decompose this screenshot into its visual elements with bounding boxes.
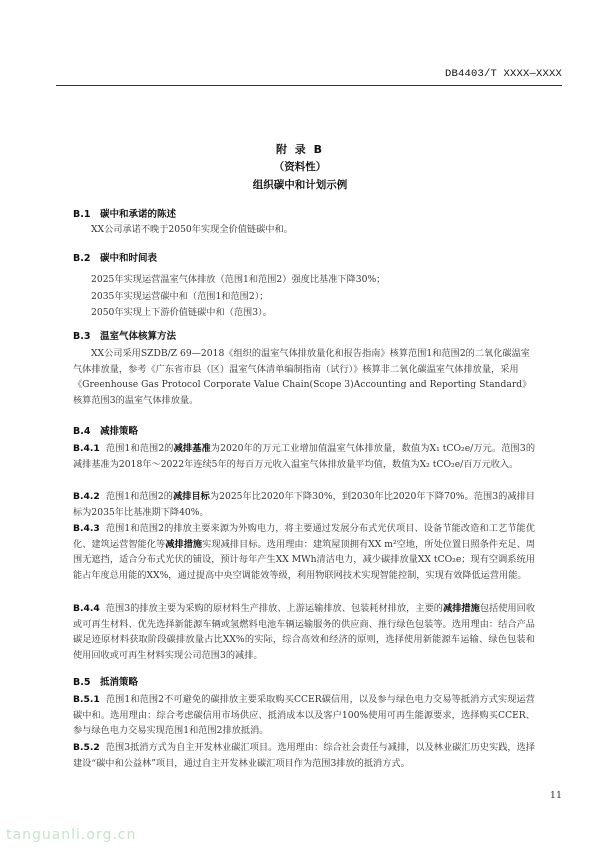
site-watermark: tanguanli.org.cn <box>6 827 137 843</box>
clause-text: 范围3抵消方式为自主开发林业碳汇项目。选用理由：综合社会责任与减排，以及林业碳汇历史实践，选择建设“碳中和公益林”项目，通过自主开发林业碳汇项目作为范围3排放的抵消方式。 <box>73 742 535 769</box>
clause-emphasis: 减排基准 <box>173 443 211 454</box>
clause-number: B.4.3 <box>73 523 100 534</box>
clause-b41 <box>73 441 535 472</box>
section-number: B.4 <box>73 426 91 437</box>
clause-b52 <box>73 740 535 771</box>
section-title: 抵消策略 <box>100 677 139 688</box>
section-heading-b2 <box>73 250 157 264</box>
clause-text: 为2020年的万元工业增加值温室气体排放量，数值为X₁ tCO₂e/万元。范围3的减排基准为2018年～2022年连续5年的每百万元收入温室气体排放量平均值，数值为X₂ tCO₂e/百万元收入。 <box>73 443 536 470</box>
clause-b51 <box>73 692 535 739</box>
clause-text: 为2025年比2020年下降30%，到2030年比2020年下降70%。范围3的减排目标为2035年比基准期下降40%。 <box>73 491 535 518</box>
section-number: B.1 <box>73 209 91 220</box>
section-number: B.3 <box>73 331 91 342</box>
clause-b43 <box>73 521 535 583</box>
section-heading-b5 <box>73 674 138 688</box>
section-heading-b3 <box>73 328 176 342</box>
clause-emphasis: 减排措施 <box>442 603 480 614</box>
clause-number: B.4.1 <box>73 443 100 454</box>
section-title: 碳中和时间表 <box>100 253 158 264</box>
clause-number: B.4.2 <box>73 491 100 502</box>
clause-text: 范围3的排放主要为采购的原材料生产排放、上游运输排放、包装耗材排放，主要的 <box>105 603 443 614</box>
appendix-name: 组织碳中和计划示例 <box>252 179 348 191</box>
paragraph-commitment: XX公司承诺不晚于2050年实现全价值链碳中和。 <box>91 224 293 235</box>
section-title: 碳中和承诺的陈述 <box>100 209 177 220</box>
clause-number: B.5.1 <box>73 694 100 705</box>
clause-b44 <box>73 601 535 663</box>
clause-text: 包括使用回收或可再生材料、优先选择新能源车辆或氢燃料电池车辆运输服务的供应商、推行绿色包装等。选用理由：结合产品碳足迹原材料获取阶段碳排放量占比XX%的实际，综合高效和经济的原则，选择使用新能源车运输、绿色包装和使用回收或可再生材料实现公司范围3的减排。 <box>73 603 536 661</box>
clause-b42 <box>73 489 535 520</box>
section-number: B.2 <box>73 253 91 264</box>
clause-text: 范围1和范围2不可避免的碳排放主要采取购买CCER碳信用，以及参与绿色电力交易等抵消方式实现运营碳中和。选用理由：综合考虑碳信用市场供应、抵消成本以及客户100%使用可再生能源要求，选择购买CCER、参与绿色电力交易实现范围1和范围2排放抵消。 <box>73 694 535 736</box>
clause-text: 范围1和范围2的 <box>105 491 173 502</box>
clause-text: 范围1和范围2的排放主要来源为外购电力，将主要通过发展分布式光伏项目、设备节能改造和工艺节能优化、建筑运营智能化等 <box>73 523 535 550</box>
clause-emphasis: 减排目标 <box>172 491 210 502</box>
header-rule <box>56 85 562 86</box>
clause-number: B.5.2 <box>73 742 100 753</box>
timeline-item: 2025年实现运营温室气体排放（范围1和范围2）强度比基准下降30%； <box>91 274 386 285</box>
document-code: DB4403/T XXXX—XXXX <box>444 68 562 80</box>
section-title: 减排策略 <box>100 426 139 437</box>
page-number: 11 <box>549 790 562 801</box>
timeline-item: 2035年实现运营碳中和（范围1和范围2）； <box>91 291 269 302</box>
section-heading-b1 <box>73 206 176 220</box>
timeline-item: 2050年实现上下游价值链碳中和（范围3）。 <box>91 307 272 318</box>
clause-emphasis: 减排措施 <box>165 538 203 550</box>
clause-number: B.4.4 <box>73 603 100 614</box>
section-heading-b4 <box>73 423 138 437</box>
section-title: 温室气体核算方法 <box>100 331 177 342</box>
section-number: B.5 <box>73 677 91 688</box>
clause-text: 实现减排目标。选用理由：建筑屋顶拥有XX m²空地，所处位置日照条件充足、周围无遮挡，适合分布式光伏的铺设，预计每年产生XX MWh清洁电力，减少碳排放量XX tCO₂e；现有空调系统用能占年度总用能的XX%，通过提高中央空调能效等级，利用物联网技术实现智能控制，实现有效降低运营用能。 <box>73 538 536 581</box>
appendix-title: 附 录 B <box>275 143 325 156</box>
clause-text: 范围1和范围2的 <box>105 443 174 454</box>
paragraph-accounting-method: XX公司采用SZDB/Z 69—2018《组织的温室气体排放量化和报告指南》核算范围1和范围2的二氧化碳温室气体排放量，参考《广东省市县（区）温室气体清单编制指南（试行）》核算非二氧化碳温室气体排放量，采用《Greenhouse Gas Protocol Corporate Value Chain(Scope 3)Accounting and Reporting Standard》核算范围3的温室气体排放量。 <box>73 348 532 406</box>
appendix-nature: （资料性） <box>273 161 327 173</box>
